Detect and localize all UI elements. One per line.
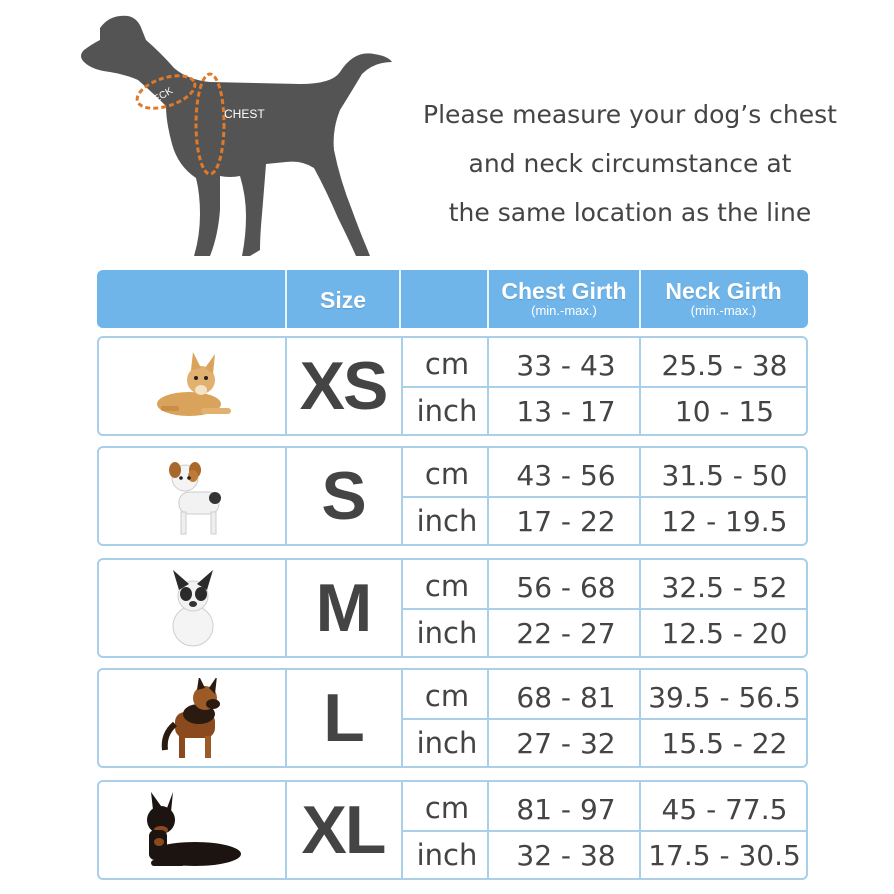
- size-label: L: [323, 680, 363, 756]
- chest-inch: 27 - 32: [516, 727, 616, 760]
- size-header: [287, 270, 399, 328]
- measurement-instructions: [380, 90, 880, 237]
- neck-cm: 25.5 - 38: [661, 349, 788, 382]
- doberman-icon: [121, 790, 261, 872]
- size-header-label: Size: [319, 287, 367, 313]
- chest-girth-label: Chest Girth: [501, 278, 627, 304]
- neck-inch: 12 - 19.5: [661, 505, 788, 538]
- unit-cm: cm: [424, 457, 470, 491]
- dog-silhouette-icon: [70, 10, 400, 265]
- instruction-line: Please measure your dog’s chest: [423, 100, 837, 129]
- chest-girth-header: [489, 270, 639, 328]
- neck-girth-header: [641, 270, 806, 328]
- measurement-guide: [0, 0, 894, 270]
- german-shepherd-icon: [139, 678, 249, 760]
- instruction-line: and neck circumstance at: [468, 149, 792, 178]
- chest-cm: 81 - 97: [516, 793, 616, 826]
- unit-cm: cm: [424, 679, 470, 713]
- size-label: S: [321, 458, 365, 534]
- jack-russell-icon: [139, 456, 249, 538]
- instruction-line: the same location as the line: [448, 198, 812, 227]
- size-row-l: [97, 668, 808, 768]
- chest-girth-sublabel: (min.-max.): [531, 303, 597, 318]
- neck-cm: 31.5 - 50: [661, 459, 788, 492]
- chest-label: CHEST: [224, 107, 265, 121]
- chest-inch: 22 - 27: [516, 617, 616, 650]
- size-label: M: [315, 570, 371, 646]
- size-row-xs: [97, 336, 808, 436]
- neck-inch: 12.5 - 20: [661, 617, 788, 650]
- chest-inch: 17 - 22: [516, 505, 616, 538]
- unit-inch: inch: [416, 838, 478, 872]
- size-label: XS: [299, 348, 387, 424]
- neck-inch: 15.5 - 22: [661, 727, 788, 760]
- unit-inch: inch: [416, 504, 478, 538]
- neck-cm: 39.5 - 56.5: [648, 681, 801, 714]
- chest-cm: 68 - 81: [516, 681, 616, 714]
- chest-inch: 13 - 17: [516, 395, 616, 428]
- unit-cm: cm: [424, 569, 470, 603]
- size-table-header: [97, 270, 808, 328]
- chihuahua-icon: [139, 346, 249, 428]
- chest-cm: 43 - 56: [516, 459, 616, 492]
- neck-label: NECK: [145, 85, 175, 110]
- unit-cm: cm: [424, 791, 470, 825]
- size-row-xl: [97, 780, 808, 880]
- neck-cm: 45 - 77.5: [661, 793, 788, 826]
- header-divider: [399, 270, 401, 328]
- size-row-s: [97, 446, 808, 546]
- french-bulldog-icon: [139, 568, 249, 650]
- neck-inch: 10 - 15: [674, 395, 775, 428]
- unit-inch: inch: [416, 726, 478, 760]
- neck-inch: 17.5 - 30.5: [648, 839, 801, 872]
- neck-girth-sublabel: (min.-max.): [690, 303, 757, 318]
- size-row-m: [97, 558, 808, 658]
- unit-inch: inch: [416, 394, 478, 428]
- unit-inch: inch: [416, 616, 478, 650]
- chest-cm: 33 - 43: [516, 349, 616, 382]
- chest-cm: 56 - 68: [516, 571, 616, 604]
- neck-cm: 32.5 - 52: [661, 571, 788, 604]
- size-label: XL: [301, 792, 385, 868]
- neck-girth-label: Neck Girth: [665, 278, 782, 304]
- unit-cm: cm: [424, 347, 470, 381]
- chest-inch: 32 - 38: [516, 839, 616, 872]
